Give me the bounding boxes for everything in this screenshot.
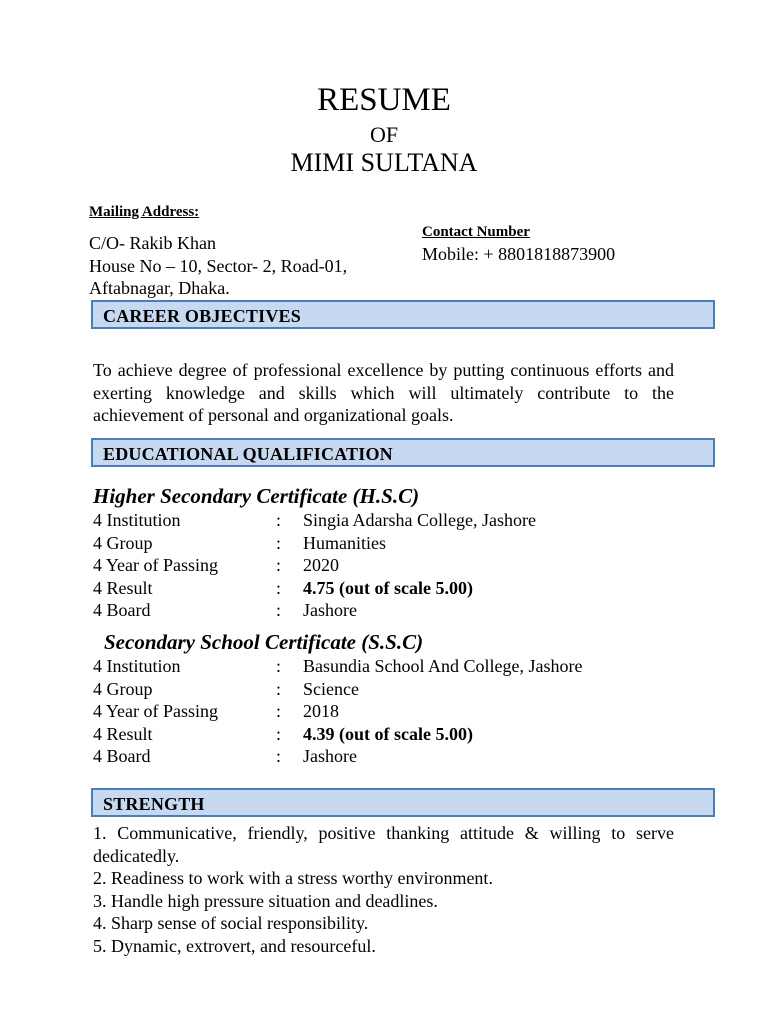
detail-row <box>93 599 713 622</box>
career-objectives-header <box>91 300 715 329</box>
row-value: Humanities <box>303 532 386 553</box>
row-label: 4 Year of Passing <box>93 555 219 575</box>
resume-of: OF <box>369 122 399 147</box>
row-colon: : <box>276 510 282 530</box>
detail-row <box>93 678 713 701</box>
list-item: 2. Readiness to work with a stress worthy environment. <box>93 868 493 888</box>
list-item: 1. Communicative, friendly, positive thanking attitude & willing to serve dedicatedly. <box>93 823 674 866</box>
row-label: 4 Result <box>93 723 153 744</box>
row-value: Science <box>303 678 359 699</box>
detail-row <box>93 655 713 678</box>
ssc-details <box>93 655 713 768</box>
mailing-address <box>89 232 347 300</box>
row-label: 4 Group <box>93 532 153 553</box>
detail-row <box>93 554 713 577</box>
row-colon: : <box>276 600 282 620</box>
row-value: 4.75 (out of scale 5.00) <box>303 577 473 598</box>
resume-title: RESUME <box>317 82 451 118</box>
row-value: 2020 <box>303 555 339 575</box>
row-colon: : <box>276 532 282 553</box>
address-line: Aftabnagar, Dhaka. <box>89 278 230 298</box>
detail-row <box>93 723 713 746</box>
contact-number-label: Contact Number <box>422 224 530 240</box>
row-label: 4 Group <box>93 678 153 699</box>
detail-row <box>93 700 713 723</box>
ssc-title: Secondary School Certificate (S.S.C) <box>104 630 424 654</box>
row-colon: : <box>276 723 282 744</box>
mobile-number: Mobile: + 8801818873900 <box>422 244 616 260</box>
row-colon: : <box>276 701 282 721</box>
row-label: 4 Institution <box>93 656 181 676</box>
row-value: Jashore <box>303 746 357 766</box>
address-line: House No – 10, Sector- 2, Road-01, <box>89 255 348 276</box>
strength-list <box>93 822 674 957</box>
candidate-name: MIMI SULTANA <box>290 148 478 177</box>
detail-row <box>93 532 713 555</box>
list-item: 5. Dynamic, extrovert, and resourceful. <box>93 935 376 956</box>
address-line: C/O- Rakib Khan <box>89 233 216 253</box>
strength-header <box>91 788 715 817</box>
section-title: STRENGTH <box>103 794 205 814</box>
section-title: EDUCATIONAL QUALIFICATION <box>103 444 393 464</box>
row-colon: : <box>276 577 282 598</box>
detail-row <box>93 745 713 768</box>
row-value: Singia Adarsha College, Jashore <box>303 510 536 530</box>
row-value: 4.39 (out of scale 5.00) <box>303 723 473 744</box>
educational-qualification-header <box>91 438 715 467</box>
list-item: 3. Handle high pressure situation and deadlines. <box>93 890 438 911</box>
row-colon: : <box>276 656 282 676</box>
row-value: Basundia School And College, Jashore <box>303 656 583 676</box>
row-colon: : <box>276 678 282 699</box>
row-label: 4 Board <box>93 600 151 620</box>
row-colon: : <box>276 746 282 766</box>
career-objectives-text: To achieve degree of professional excellence by putting continuous efforts and exerting knowledge and skills which will ultimately contribute to the achievement of personal and organizational goals. <box>93 360 674 425</box>
row-colon: : <box>276 555 282 575</box>
row-label: 4 Year of Passing <box>93 701 219 721</box>
row-value: Jashore <box>303 600 357 620</box>
row-label: 4 Result <box>93 577 153 598</box>
row-value: 2018 <box>303 701 339 721</box>
section-title: CAREER OBJECTIVES <box>103 306 301 326</box>
hsc-title: Higher Secondary Certificate (H.S.C) <box>93 484 420 508</box>
detail-row <box>93 509 713 532</box>
hsc-details <box>93 509 713 622</box>
row-label: 4 Institution <box>93 510 181 530</box>
mailing-address-label: Mailing Address: <box>89 204 200 220</box>
list-item: 4. Sharp sense of social responsibility. <box>93 913 369 933</box>
detail-row <box>93 577 713 600</box>
row-label: 4 Board <box>93 746 151 766</box>
